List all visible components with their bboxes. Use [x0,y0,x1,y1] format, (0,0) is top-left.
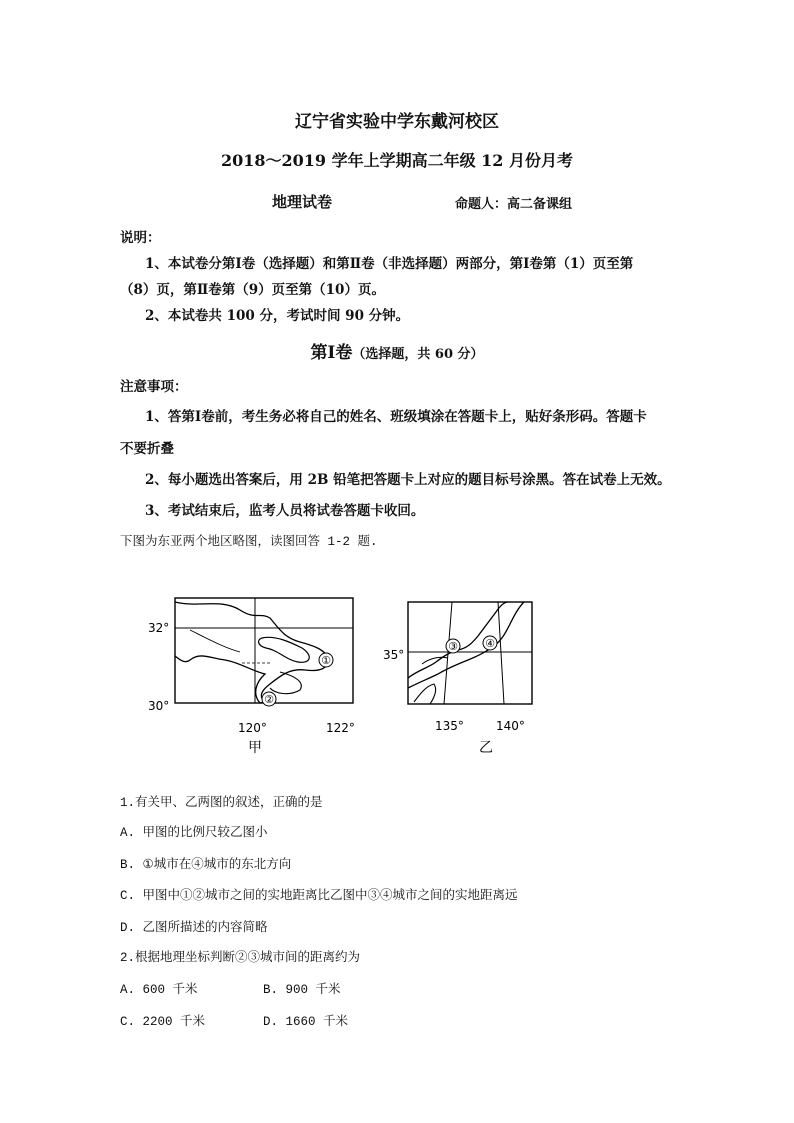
map-yi-city-4: ④ [485,637,495,650]
question-1-option-b: B. ①城市在④城市的东北方向 [120,858,292,872]
author-line: 命题人：高二备课组 [455,197,573,212]
map-yi-island-south [414,684,436,704]
question-1-option-c: C. 甲图中①②城市之间的实地距离比乙图中③④城市之间的实地距离远 [120,889,518,903]
map-yi-lon-left: 135° [435,719,464,733]
instruction-1-cont: （8）页，第Ⅱ卷第（9）页至第（10）页。 [120,282,385,298]
instruction-2: 2、本试卷共 100 分，考试时间 90 分钟。 [145,308,410,324]
question-2-option-c: C. 2200 千米 [120,1015,206,1029]
map-jia-frame [175,598,353,703]
instructions-heading: 说明： [120,230,161,246]
note-1-cont: 不要折叠 [120,441,174,457]
map-jia-city-1: ① [321,654,331,667]
map-yi-coast-south [408,602,524,688]
question-2-option-b: B. 900 千米 [263,983,341,997]
map-yi-label: 乙 [479,740,493,756]
subject-title: 地理试卷 [272,193,333,211]
map-jia-coast [175,602,328,703]
figure-intro: 下图为东亚两个地区略图，读图回答 1-2 题. [120,535,378,549]
note-1: 1、答第Ⅰ卷前，考生务必将自己的姓名、班级填涂在答题卡上，贴好条形码。答题卡 [145,409,647,425]
question-2-option-d: D. 1660 千米 [263,1015,349,1029]
map-yi-lat: 35° [383,648,405,662]
notes-heading: 注意事项： [120,379,188,395]
school-title: 辽宁省实验中学东戴河校区 [295,112,499,132]
map-yi-lon-140 [498,602,504,704]
map-yi-city-3: ③ [448,640,458,653]
map-yi [378,590,548,760]
map-jia-lat-top: 32° [148,621,170,635]
note-2: 2、每小题选出答案后，用 2B 铅笔把答题卡上对应的题目标号涂黑。答在试卷上无效。 [145,472,671,488]
question-2-option-a: A. 600 千米 [120,983,198,997]
map-jia-city-2: ② [264,693,274,706]
map-jia [130,590,370,760]
question-1-option-d: D. 乙图所描述的内容简略 [120,921,268,935]
section-title [0,338,794,363]
question-1-stem: 1.有关甲、乙两图的叙述，正确的是 [120,796,323,810]
question-2-stem: 2.根据地理坐标判断②③城市间的距离约为 [120,951,361,965]
map-jia-island [259,637,310,662]
map-jia-river [190,630,240,652]
map-jia-lat-bottom: 30° [148,699,170,713]
map-jia-label: 甲 [248,740,262,756]
section-title-main: 第Ⅰ卷 [310,343,353,363]
question-1-option-a: A. 甲图的比例尺较乙图小 [120,826,268,840]
exam-title: 2018～2019 学年上学期高二年级 12 月份月考 [220,151,574,170]
map-jia-lon-right: 122° [326,721,355,735]
map-jia-lon-left: 120° [238,721,267,735]
note-3: 3、考试结束后，监考人员将试卷答题卡收回。 [145,503,425,519]
map-yi-lon-right: 140° [496,719,525,733]
section-title-sub: （选择题，共 60 分） [352,347,484,362]
instruction-1: 1、本试卷分第Ⅰ卷（选择题）和第Ⅱ卷（非选择题）两部分，第Ⅰ卷第（1）页至第 [145,256,634,272]
map-jia-bay [270,672,301,694]
